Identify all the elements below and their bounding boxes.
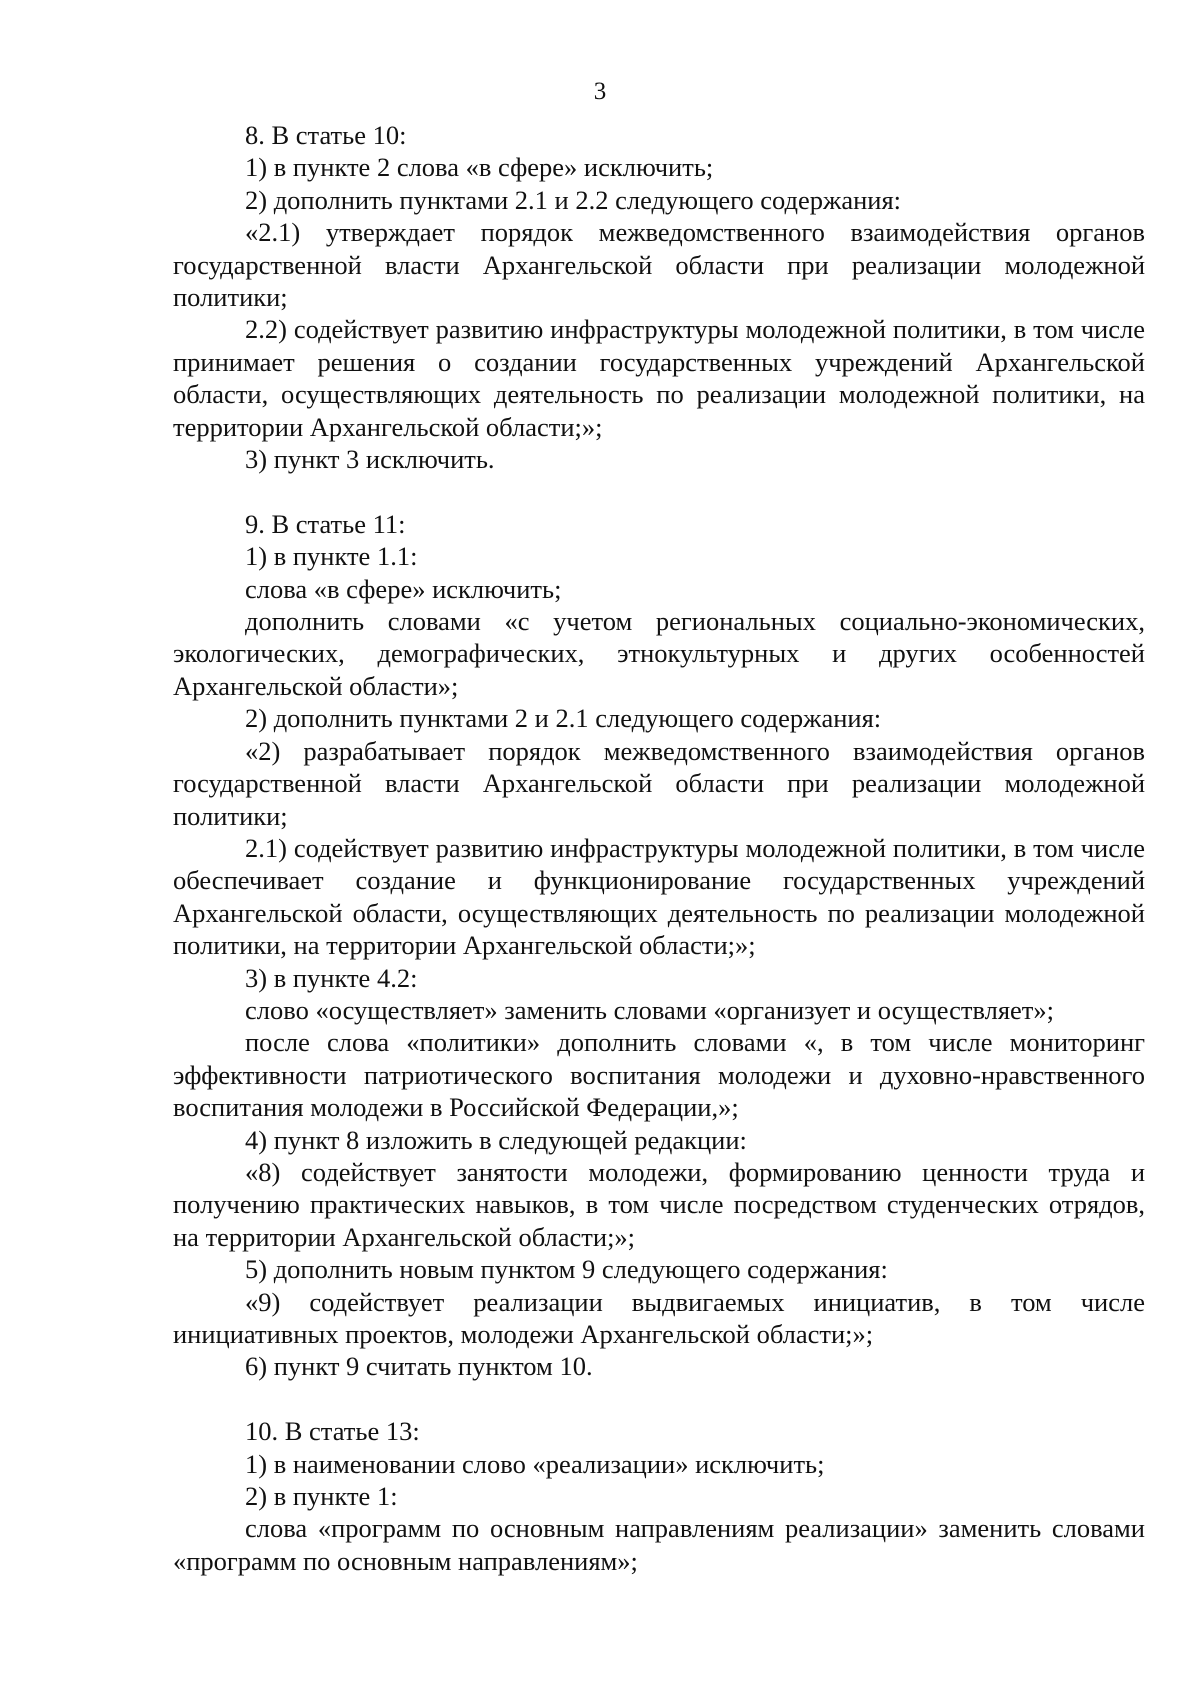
paragraph: 6) пункт 9 считать пунктом 10.: [245, 1351, 593, 1382]
paragraph: 4) пункт 8 изложить в следующей редакции:: [245, 1124, 747, 1155]
paragraph: 2.1) содействует развитию инфраструктуры молодежной политики, в том числе обеспечивает создание и функционирование государственных учреждений Архангельской области, осуществляющих деятельность по реализации молодежной политики, на территории Архангельской области;»;: [173, 832, 1145, 961]
paragraph: 3) пункт 3 исключить.: [245, 444, 495, 475]
paragraph: слово «осуществляет» заменить словами «организует и осуществляет»;: [245, 994, 1054, 1025]
paragraph: после слова «политики» дополнить словами «, в том числе мониторинг эффективности патриотического воспитания молодежи и духовно-нравственного воспитания молодежи в Российской Федерации,»;: [173, 1027, 1145, 1123]
section-gap: [173, 475, 1145, 507]
paragraph: дополнить словами «с учетом региональных социально-экономических, экологических, демографических, этнокультурных и других особенностей Архангельской области»;: [173, 606, 1145, 701]
article-13-heading: 10. В статье 13:: [245, 1416, 420, 1447]
paragraph: 3) в пункте 4.2:: [245, 962, 418, 993]
page-number: 3: [593, 78, 607, 105]
paragraph: «2) разрабатывает порядок межведомственного взаимодействия органов государственной власти Архангельской области при реализации молодежной политики;: [173, 735, 1145, 831]
paragraph: 2) дополнить пунктами 2.1 и 2.2 следующего содержания:: [245, 184, 901, 215]
article-11-heading: 9. В статье 11:: [245, 508, 406, 539]
paragraph: слова «в сфере» исключить;: [245, 573, 562, 604]
paragraph: «2.1) утверждает порядок межведомственного взаимодействия органов государственной власти Архангельской области при реализации молодежной политики;: [173, 217, 1145, 313]
paragraph: 2) дополнить пунктами 2 и 2.1 следующего содержания:: [245, 703, 882, 734]
paragraph: 1) в пункте 2 слова «в сфере» исключить;: [245, 152, 714, 183]
article-10-heading: 8. В статье 10:: [245, 120, 407, 150]
paragraph: слова «программ по основным направлениям реализации» заменить словами «программ по основным направлениям»;: [173, 1513, 1145, 1576]
document-body: [173, 119, 1145, 1577]
paragraph: 2) в пункте 1:: [245, 1481, 398, 1512]
paragraph: 2.2) содействует развитию инфраструктуры молодежной политики, в том числе принимает решения о создании государственных учреждений Архангельской области, осуществляющих деятельность по реализации молодежной политики, на территории Архангельской области;»;: [173, 314, 1145, 442]
paragraph: «9) содействует реализации выдвигаемых инициатив, в том числе инициативных проектов, молодежи Архангельской области;»;: [173, 1286, 1145, 1350]
paragraph: 1) в наименовании слово «реализации» исключить;: [245, 1448, 825, 1479]
section-gap: [173, 1383, 1145, 1415]
paragraph: 1) в пункте 1.1:: [245, 541, 418, 572]
paragraph: «8) содействует занятости молодежи, формированию ценности труда и получению практических навыков, в том числе посредством студенческих отрядов, на территории Архангельской области;»;: [173, 1156, 1145, 1252]
paragraph: 5) дополнить новым пунктом 9 следующего содержания:: [245, 1254, 888, 1285]
